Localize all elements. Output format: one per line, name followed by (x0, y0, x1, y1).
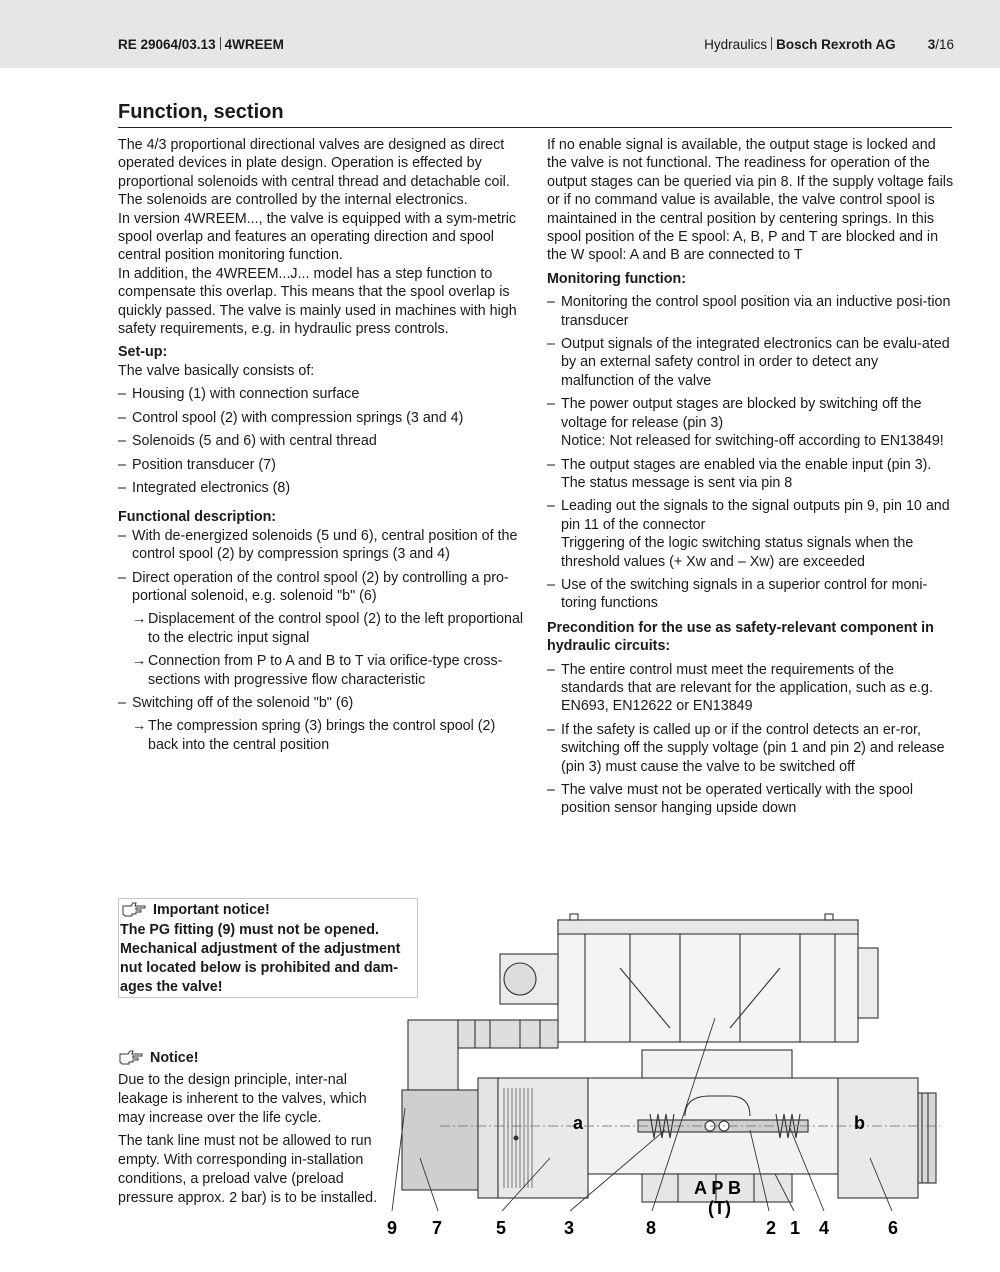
list-item: – Direct operation of the control spool (2) by controlling a pro-portional solenoid, e.g. solenoid "b" (6) (118, 569, 528, 606)
valve-section-diagram (380, 908, 950, 1248)
trigger-note: Triggering of the logic switching status signals when the threshold values (+ Xw and – Xw) are exceeded (561, 535, 914, 570)
doc-id: RE 29064/03.13 (118, 37, 216, 52)
list-item: – The valve must not be operated vertically with the spool position sensor hanging upside down (547, 781, 955, 818)
right-column (547, 136, 955, 818)
important-notice-heading: Important notice! (153, 902, 270, 918)
callout-number: 9 (387, 1218, 398, 1238)
notice-heading: Notice! (150, 1050, 199, 1066)
page-title: Function, section (118, 101, 284, 123)
list-item: – The entire control must meet the requirements of the standards that are relevant for the application, such as e.g. EN693, EN12622 or EN13849 (547, 661, 955, 716)
list-item: – Housing (1) with connection surface (118, 385, 528, 403)
list-item: – Output signals of the integrated electronics can be evalu-ated by an external safety control in order to detect any malfunction of the valve (547, 335, 955, 390)
notice-paragraph: The tank line must not be allowed to run empty. With corresponding in-stallation conditions, a preload valve (preload pressure approx. 2 bar) is to be installed. (118, 1133, 378, 1206)
functional-list (118, 527, 528, 606)
arrow-item: → Connection from P to A and B to T via orifice-type cross-sections with progressive flow characteristic (132, 653, 503, 688)
monitoring-list (547, 293, 955, 613)
page-header (0, 0, 1000, 68)
list-item: – Leading out the signals to the signal outputs pin 9, pin 10 and pin 11 of the connector Triggering of the logic switching status signals when the threshold values (+ Xw and – Xw) are exceeded (547, 497, 955, 571)
callout-number: 4 (819, 1218, 830, 1238)
functional-description-heading: Functional description: (118, 509, 277, 526)
company-name: Bosch Rexroth AG (776, 37, 896, 52)
monitoring-heading: Monitoring function: (547, 270, 686, 287)
important-notice-box (118, 898, 418, 998)
list-item: – Use of the switching signals in a superior control for moni-toring functions (547, 576, 955, 613)
callout-number: 8 (646, 1218, 657, 1238)
setup-list (118, 385, 528, 497)
title-divider (118, 127, 952, 128)
intro-paragraph: In version 4WREEM..., the valve is equipped with a sym-metric spool overlap and features an operating direction and spool central position monitoring function. (118, 210, 517, 264)
section-name: Hydraulics (704, 37, 768, 52)
intro-paragraph: The 4/3 proportional directional valves are designed as direct operated devices in plate design. Operation is effected by proportional solenoids with central thread and detachable coil. The solenoids are controlled by the internal electronics. (118, 137, 510, 209)
notice-paragraph: Due to the design principle, inter-nal leakage is inherent to the valves, which may increase over the life cycle. (118, 1072, 367, 1126)
callout-number: 1 (790, 1218, 801, 1238)
intro-paragraph: In addition, the 4WREEM...J... model has a step function to compensate this overlap. This means that the spool overlap is quickly passed. The valve is mainly used in machines with high safety requirements, e.g. in hydraulic press controls. (118, 265, 517, 338)
not-released-note: Notice: Not released for switching-off according to EN13849! (561, 433, 944, 450)
arrow-icon: → (132, 611, 147, 628)
list-item: – The power output stages are blocked by switching off the voltage for release (pin 3) Notice: Not released for switching-off according to EN13849! (547, 395, 955, 450)
left-column (118, 136, 528, 754)
setup-heading: Set-up: (118, 344, 168, 361)
doc-reference (118, 37, 284, 52)
pointing-hand-icon (121, 901, 147, 921)
pointing-hand-icon (118, 1049, 144, 1071)
callout-number: 7 (432, 1218, 443, 1238)
page-number: 3/16 (927, 37, 954, 52)
enable-signal-paragraph: If no enable signal is available, the output stage is locked and the valve is not functional. The readiness for operation of the output stages can be queried via pin 8. If the supply voltage fails or if no command value is available, the valve control spool is maintained in the central position by centering springs. In this spool position of the E spool: A, B, P and T are blocked and in the W spool: A and B are connected to T (547, 137, 954, 264)
notice-block (118, 1049, 378, 1208)
list-item: – Position transducer (7) (118, 456, 528, 474)
solenoid-a-label: a (573, 1113, 584, 1133)
port-labels: A P B (694, 1178, 742, 1198)
list-item: – The output stages are enabled via the enable input (pin 3). The status message is sent via pin 8 (547, 456, 955, 493)
list-item: – Switching off of the solenoid "b" (6) (118, 694, 528, 712)
list-item: – Integrated electronics (8) (118, 479, 528, 497)
arrow-item: → The compression spring (3) brings the control spool (2) back into the central position (132, 718, 496, 753)
product-code: 4WREEM (224, 37, 284, 52)
callout-number: 6 (888, 1218, 899, 1238)
list-item: – With de-energized solenoids (5 und 6), central position of the control spool (2) by compression springs (3 and 4) (118, 527, 528, 564)
important-notice-text: The PG fitting (9) must not be opened. Mechanical adjustment of the adjustment nut located below is prohibited and dam-ages the valve! (120, 922, 401, 995)
list-item: – If the safety is called up or if the control detects an er-ror, switching off the supply voltage (pin 1 and pin 2) and release (pin 3) must cause the valve to be switched off (547, 721, 955, 776)
port-t-label: (T) (708, 1198, 731, 1218)
setup-intro: The valve basically consists of: (118, 362, 315, 379)
callout-number: 3 (564, 1218, 575, 1238)
precondition-list (547, 661, 955, 818)
arrow-item: → Displacement of the control spool (2) to the left proportional to the electric input signal (132, 611, 524, 646)
callout-number: 5 (496, 1218, 507, 1238)
list-item: – Monitoring the control spool position via an inductive posi-tion transducer (547, 293, 955, 330)
list-item: – Solenoids (5 and 6) with central thread (118, 432, 528, 450)
callout-number: 2 (766, 1218, 777, 1238)
list-item: – Control spool (2) with compression springs (3 and 4) (118, 409, 528, 427)
arrow-icon: → (132, 718, 147, 735)
solenoid-b-label: b (854, 1113, 865, 1133)
header-right (704, 37, 954, 52)
precondition-heading: Precondition for the use as safety-relevant component in hydraulic circuits: (547, 619, 934, 655)
arrow-icon: → (132, 653, 147, 670)
